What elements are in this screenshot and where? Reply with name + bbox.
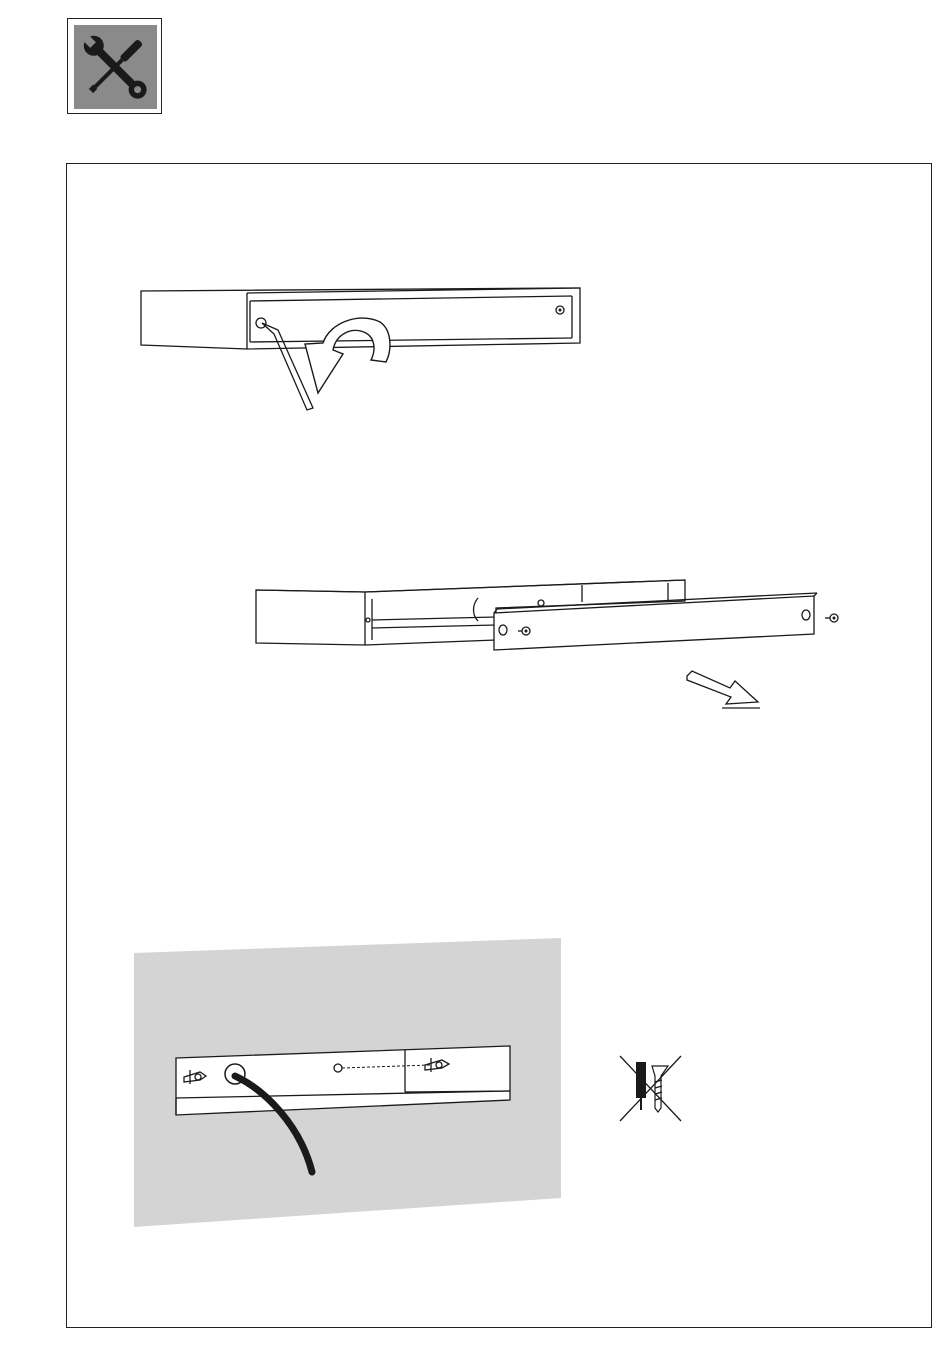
- no-screws-included-icon: [620, 1056, 681, 1121]
